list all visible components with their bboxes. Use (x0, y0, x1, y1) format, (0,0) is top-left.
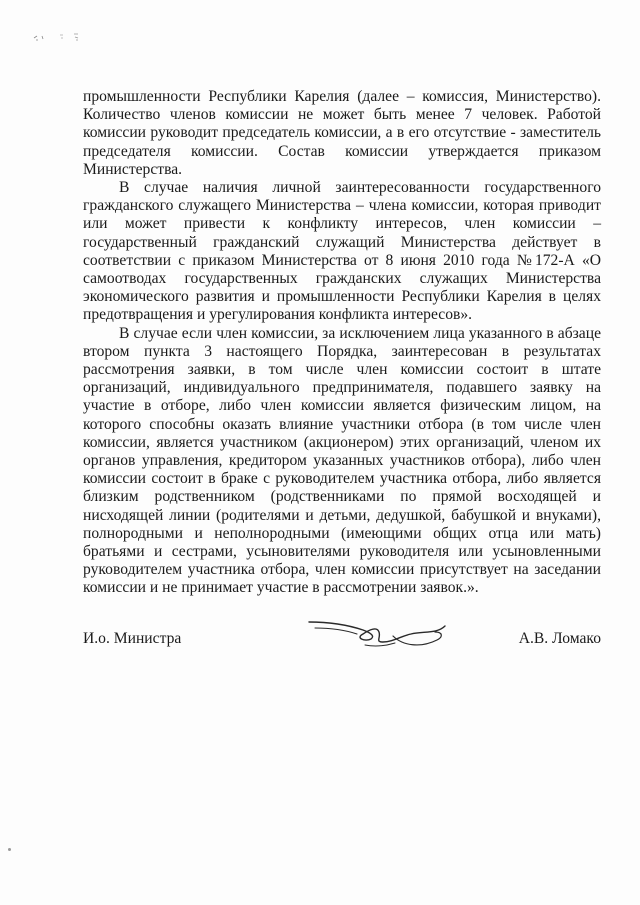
document-body (83, 88, 601, 598)
paragraph-conflict-of-interest: В случае наличия личной заинтересованности государственного гражданского служащего Министерства – члена комиссии, которая приводит или может привести к конфликту интересов, член комиссии – государственный гражданский служащий Министерства действует в соответствии с приказом Министерства от 8 июня 2010 года №172-А «О самоотводах государственных гражданских служащих Министерства экономического развития и промышленности Республики Карелия в целях предотвращения и урегулирования конфликта интересов». (83, 179, 601, 324)
paragraph-commission-composition: промышленности Республики Карелия (далее – комиссия, Министерство). Количество членов комиссии не может быть менее 7 человек. Работой комиссии руководит председатель комиссии, а в его отсутствие - заместитель председателя комиссии. Состав комиссии утверждается приказом Министерства. (83, 88, 601, 178)
signature-block (83, 630, 601, 654)
scan-speck (8, 848, 11, 851)
signatory-title: И.о. Министра (83, 630, 182, 647)
signatory-name: А.В. Ломако (518, 630, 601, 647)
scan-artifact-marks (30, 30, 90, 44)
paragraph-member-interest: В случае если член комиссии, за исключением лица указанного в абзаце втором пункта 3 настоящего Порядка, заинтересован в результатах рассмотрения заявки, в том числе член комиссии состоит в штате организаций, индивидуального предпринимателя, подавшего заявку на участие в отборе, либо член комиссии является физическим лицом, на которого способны оказать влияние участники отбора (в том числе член комиссии, является участником (акционером) этих организаций, членом их органов управления, кредитором указанных участников отбора), либо член комиссии состоит в браке с руководителем участника отбора, либо является близким родственником (родственниками по прямой восходящей и нисходящей линии (родителями и детьми, дедушкой, бабушкой и внуками), полнородными и неполнородными (имеющими общих отца или мать) братьями и сестрами, усыновителями руководителя или усыновленными руководителем участника отбора, член комиссии присутствует на заседании комиссии и не принимает участие в рассмотрении заявок.». (83, 324, 601, 597)
